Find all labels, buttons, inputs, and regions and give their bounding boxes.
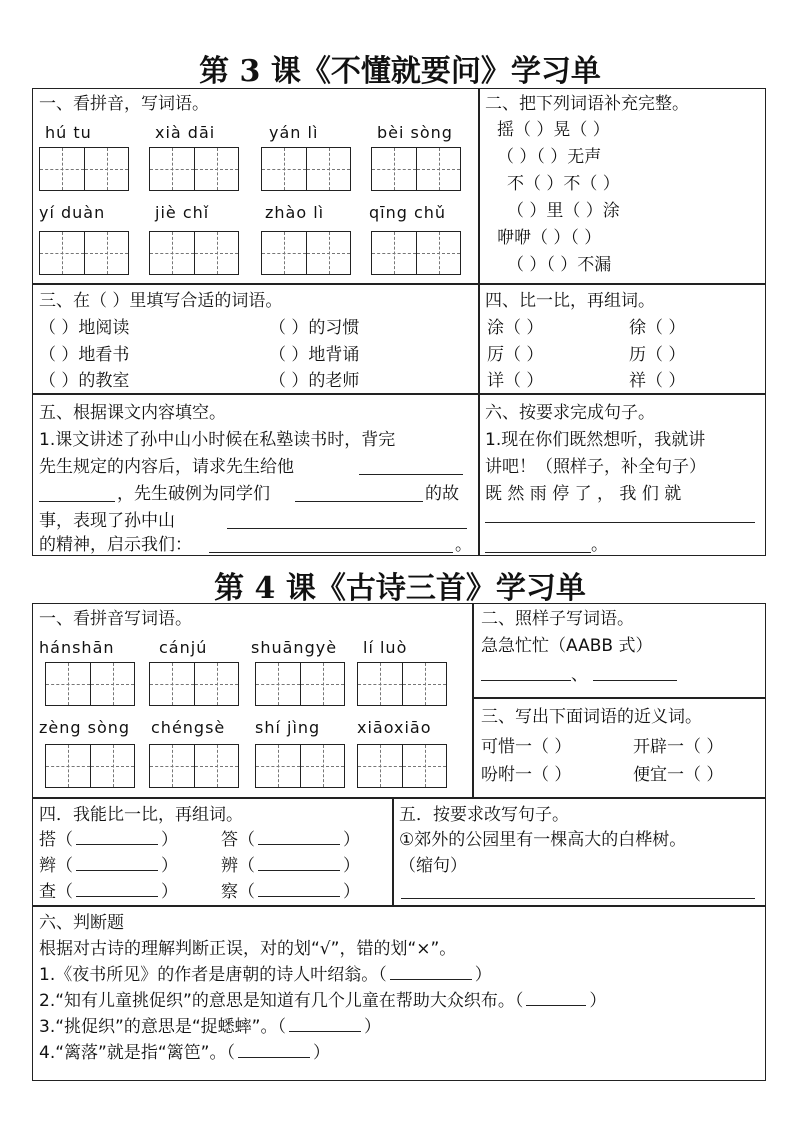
separator: 、 (571, 665, 588, 685)
l3-s5-heading: 五、根据课文内容填空。 (39, 403, 226, 423)
l4-s2-heading: 二、照样子写词语。 (481, 609, 634, 629)
char: 察 (221, 882, 238, 902)
text-line: 讲吧！（照样子，补全句子） (485, 457, 706, 477)
pinyin: shuāngyè (251, 638, 338, 657)
compare-item[interactable]: 辫（ ） (39, 856, 178, 876)
blank[interactable] (76, 882, 158, 897)
lesson4-title: 第 4 课《古诗三首》学习单 (214, 571, 586, 606)
fill-line[interactable]: （ ）的教室 (39, 371, 130, 391)
answer-blank[interactable] (526, 991, 586, 1006)
pinyin: bèi sòng (377, 123, 453, 142)
pinyin: hú tu (45, 123, 92, 142)
answer-blank[interactable] (390, 965, 472, 980)
text-line: 。 (455, 535, 472, 555)
pinyin: zèng sòng (39, 718, 131, 737)
blank[interactable] (258, 856, 340, 871)
l4-section1 (32, 603, 474, 799)
blank[interactable] (76, 830, 158, 845)
writing-grid[interactable] (357, 744, 447, 788)
fill-line[interactable]: 历（ ） (629, 345, 686, 365)
l3-section2 (478, 88, 766, 285)
judge-item: 3.“挑促织”的意思是“捉蟋蟀”。（ ） (39, 1017, 381, 1037)
compare-item[interactable]: 答（ ） (221, 830, 360, 850)
text-line: 事，表现了孙中山 (39, 511, 175, 531)
l3-section5 (32, 393, 480, 556)
writing-grid[interactable] (39, 231, 129, 275)
l4-s3-heading: 三、写出下面词语的近义词。 (481, 707, 702, 727)
writing-grid[interactable] (149, 231, 239, 275)
answer-line[interactable] (295, 501, 423, 502)
fill-line[interactable]: （ ）里（ ）涂 (507, 201, 620, 221)
text-line: ①郊外的公园里有一棵高大的白桦树。 (399, 830, 687, 850)
text-line: 的精神，启示我们： (39, 535, 192, 555)
pinyin: jiè chǐ (155, 203, 210, 222)
char: 查 (39, 882, 56, 902)
char: 搭 (39, 830, 56, 850)
pinyin: hánshān (39, 638, 115, 657)
writing-grid[interactable] (149, 662, 239, 706)
pinyin: xiāoxiāo (357, 718, 432, 737)
l4-section6 (32, 905, 766, 1081)
answer-line[interactable] (209, 552, 453, 553)
fill-line[interactable]: 厉（ ） (487, 345, 544, 365)
compare-item[interactable]: 查（ ） (39, 882, 178, 902)
fill-line[interactable]: 徐（ ） (629, 318, 686, 338)
pinyin: chéngsè (151, 718, 226, 737)
blank[interactable] (76, 856, 158, 871)
pinyin: qīng chǔ (369, 203, 447, 222)
fill-line[interactable]: （ ）的老师 (269, 371, 360, 391)
text-line: 先生规定的内容后，请求先生给他 (39, 457, 294, 477)
l3-section1 (32, 88, 480, 285)
fill-line[interactable]: （ ）地背诵 (269, 345, 360, 365)
l3-s1-heading: 一、看拼音，写词语。 (39, 94, 209, 114)
l4-s4-heading: 四．我能比一比，再组词。 (39, 805, 243, 825)
text-line: （缩句） (399, 856, 467, 876)
answer-line[interactable] (593, 680, 677, 681)
fill-line[interactable]: 吩咐一（ ） (481, 765, 572, 785)
l3-s6-heading: 六、按要求完成句子。 (485, 403, 655, 423)
writing-grid[interactable] (371, 147, 461, 191)
answer-line[interactable] (39, 501, 115, 502)
writing-grid[interactable] (255, 662, 345, 706)
l4-section2 (472, 603, 766, 699)
pinyin: xià dāi (155, 123, 216, 142)
answer-line[interactable] (485, 552, 591, 553)
writing-grid[interactable] (45, 744, 135, 788)
pinyin: cánjú (159, 638, 208, 657)
writing-grid[interactable] (371, 231, 461, 275)
l3-s2-heading: 二、把下列词语补充完整。 (485, 94, 689, 114)
pinyin: lí luò (363, 638, 408, 657)
char: 辫 (39, 856, 56, 876)
answer-line[interactable] (485, 522, 755, 523)
compare-item[interactable]: 搭（ ） (39, 830, 178, 850)
text-line: ，先生破例为同学们 (117, 484, 270, 504)
answer-line[interactable] (401, 898, 755, 899)
l3-section3 (32, 283, 480, 395)
writing-grid[interactable] (357, 662, 447, 706)
blank[interactable] (258, 830, 340, 845)
fill-line[interactable]: （ ）（ ）不漏 (507, 255, 612, 275)
l3-section6 (478, 393, 766, 556)
pinyin: yán lì (269, 123, 319, 142)
fill-line[interactable]: 详（ ） (487, 371, 544, 391)
writing-grid[interactable] (149, 744, 239, 788)
fill-line[interactable]: 可惜一（ ） (481, 737, 572, 757)
intro-text: 根据对古诗的理解判断正误，对的划“√”，错的划“×”。 (39, 939, 457, 959)
answer-line[interactable] (481, 680, 571, 681)
l4-section4 (32, 797, 394, 907)
fill-line[interactable]: 摇（ ）晃（ ） (497, 120, 610, 140)
l3-s3-heading: 三、在（ ）里填写合适的词语。 (39, 291, 283, 311)
text-line: 。 (591, 535, 608, 555)
blank[interactable] (258, 882, 340, 897)
fill-line[interactable]: （ ）（ ）无声 (497, 147, 602, 167)
l4-s5-heading: 五．按要求改写句子。 (399, 805, 569, 825)
answer-blank[interactable] (289, 1017, 361, 1032)
writing-grid[interactable] (39, 147, 129, 191)
writing-grid[interactable] (149, 147, 239, 191)
fill-line[interactable]: 涂（ ） (487, 318, 544, 338)
fill-line[interactable]: （ ）地看书 (39, 345, 130, 365)
fill-line[interactable]: 便宜一（ ） (633, 765, 724, 785)
lesson3-title: 第 3 课《不懂就要问》学习单 (199, 54, 601, 89)
char: 答 (221, 830, 238, 850)
pinyin: shí jìng (255, 718, 321, 737)
l3-section4 (478, 283, 766, 395)
answer-blank[interactable] (238, 1043, 310, 1058)
text-line: 的故 (425, 484, 459, 504)
fill-line[interactable]: 咿咿（ ）（ ） (497, 228, 602, 248)
answer-line[interactable] (227, 528, 467, 529)
judge-item: 4.“篱落”就是指“篱笆”。（ ） (39, 1043, 330, 1063)
writing-grid[interactable] (261, 147, 351, 191)
pinyin: zhào lì (265, 203, 325, 222)
compare-item[interactable]: 察（ ） (221, 882, 360, 902)
l4-section5 (392, 797, 766, 907)
l3-s4-heading: 四、比一比，再组词。 (485, 291, 655, 311)
fill-line[interactable]: 祥（ ） (629, 371, 686, 391)
text-line: 既 然 雨 停 了 ， 我 们 就 (485, 484, 682, 504)
text-line: 1.课文讲述了孙中山小时候在私塾读书时，背完 (39, 430, 396, 450)
l4-section3 (472, 697, 766, 799)
fill-line[interactable]: （ ）地阅读 (39, 318, 130, 338)
text-line: 1.现在你们既然想听，我就讲 (485, 430, 706, 450)
l4-s6-heading: 六、判断题 (39, 913, 124, 933)
fill-line[interactable]: （ ）的习惯 (269, 318, 360, 338)
pinyin: yí duàn (39, 203, 106, 222)
writing-grid[interactable] (255, 744, 345, 788)
l4-s1-heading: 一、看拼音写词语。 (39, 609, 192, 629)
char: 辨 (221, 856, 238, 876)
compare-item[interactable]: 辨（ ） (221, 856, 360, 876)
fill-line[interactable]: 不（ ）不（ ） (507, 174, 620, 194)
fill-line[interactable]: 开辟一（ ） (633, 737, 724, 757)
writing-grid[interactable] (261, 231, 351, 275)
judge-item: 2.“知有儿童挑促织”的意思是知道有几个儿童在帮助大众织布。（ ） (39, 991, 607, 1011)
example-text: 急急忙忙（AABB 式） (481, 636, 653, 656)
writing-grid[interactable] (45, 662, 135, 706)
answer-line[interactable] (359, 474, 463, 475)
judge-item: 1.《夜书所见》的作者是唐朝的诗人叶绍翁。（ ） (39, 965, 492, 985)
